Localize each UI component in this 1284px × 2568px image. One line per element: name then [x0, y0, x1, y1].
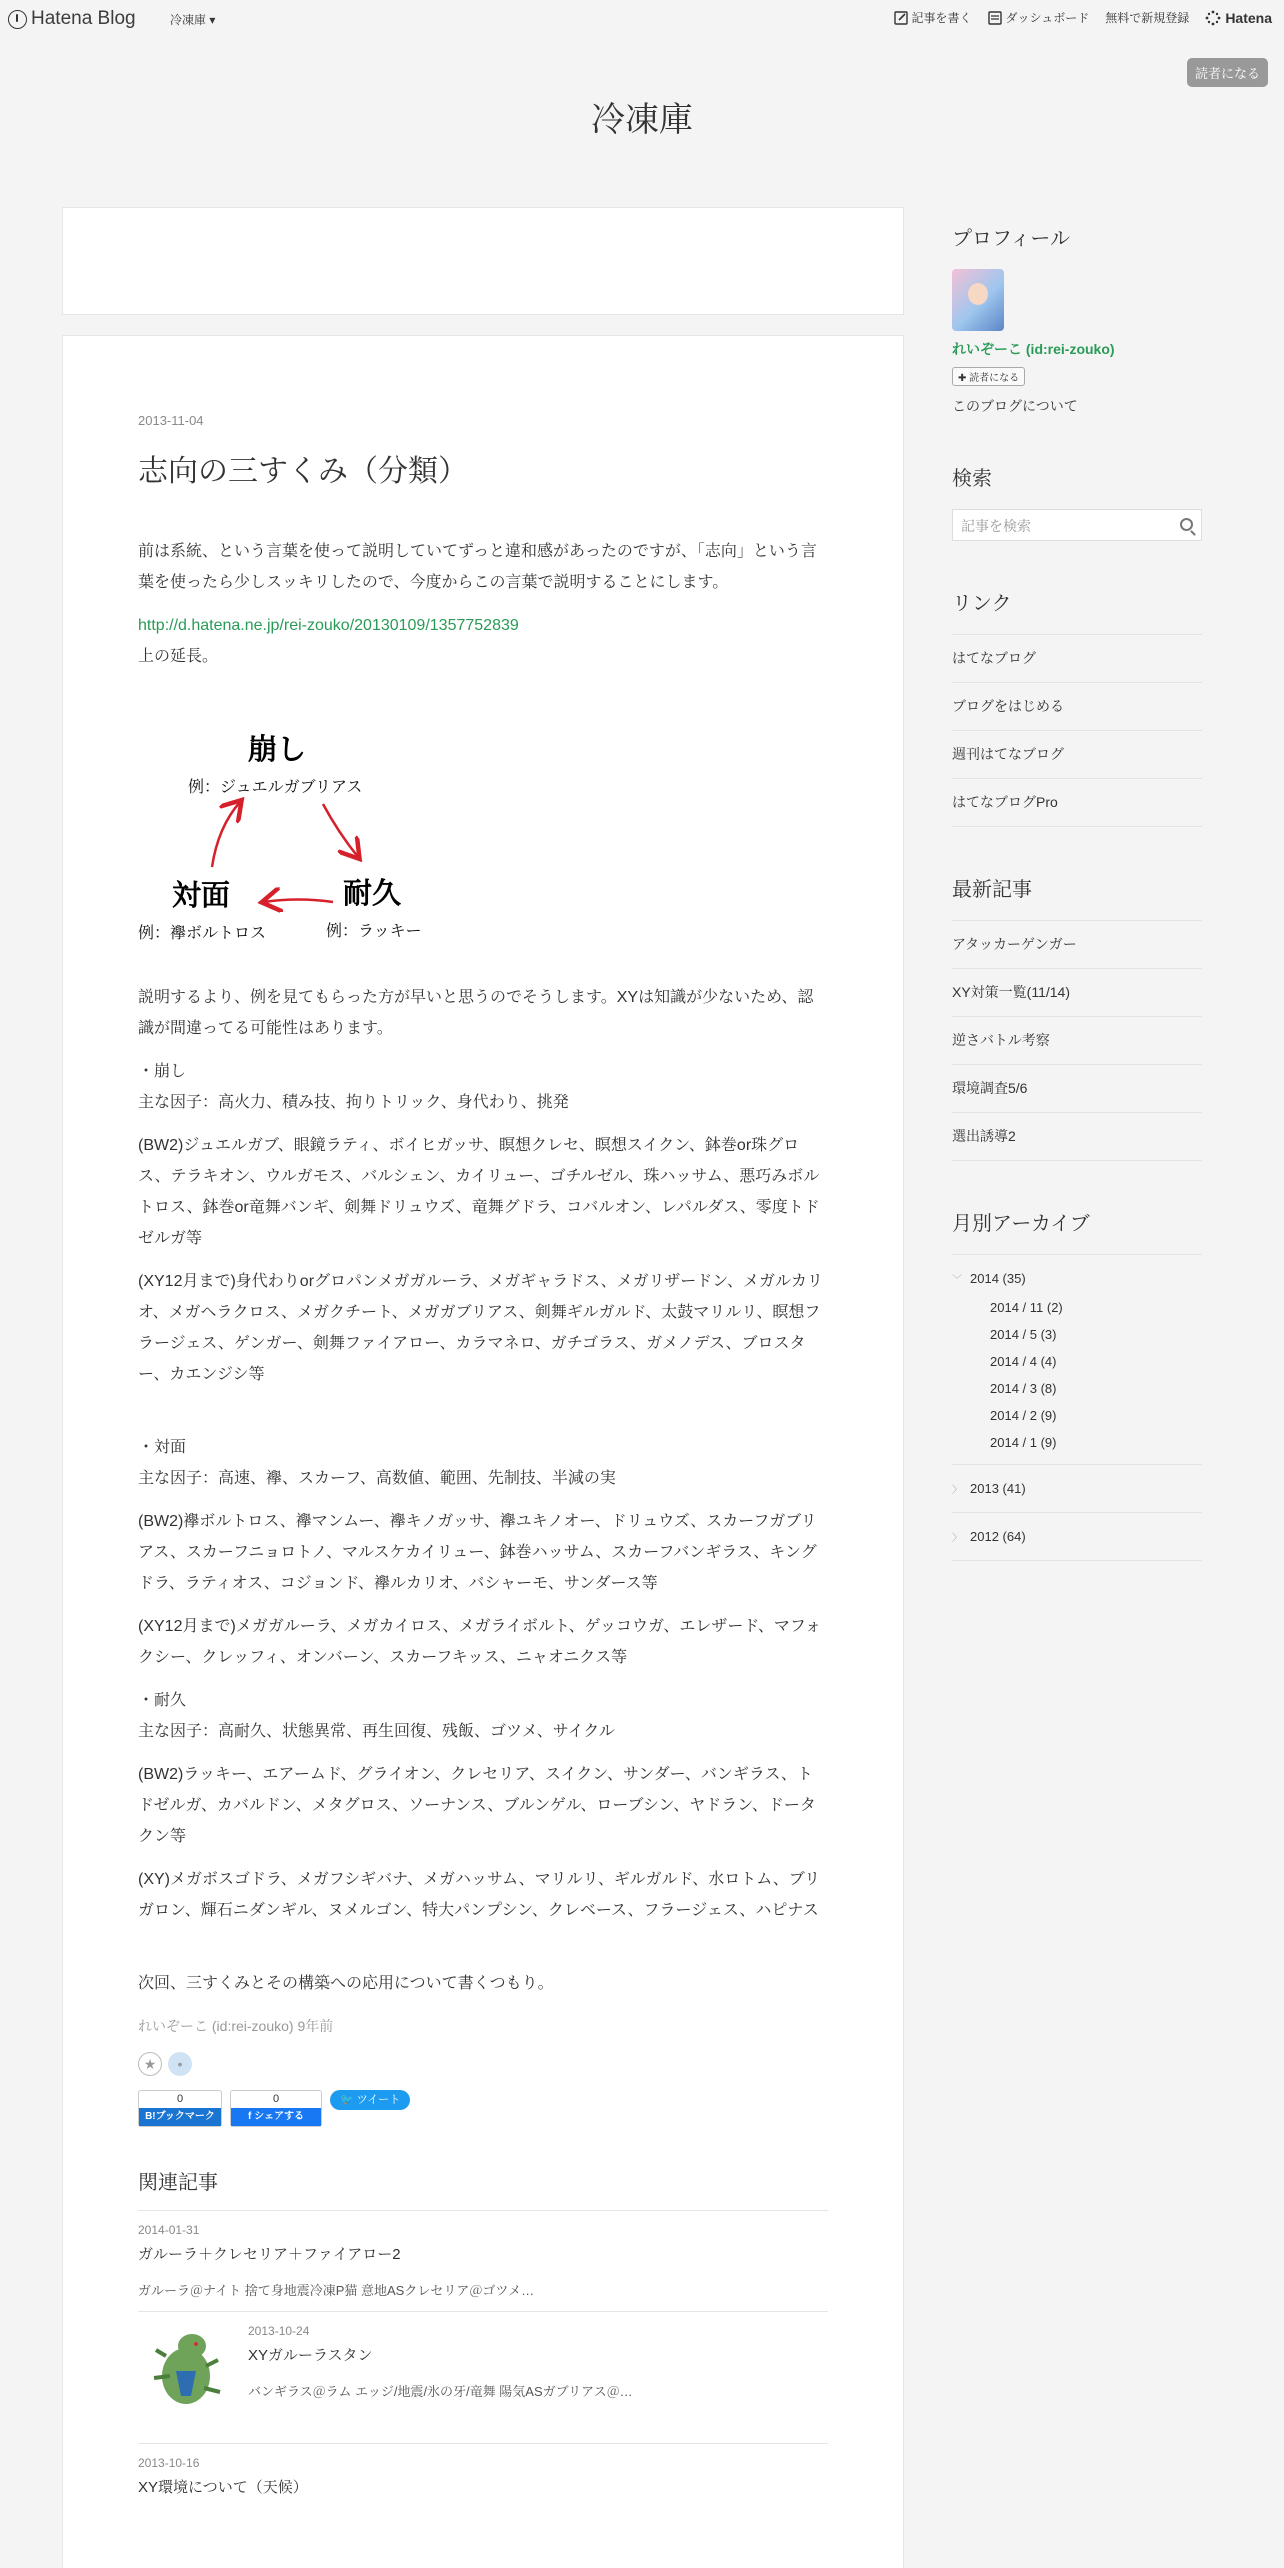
bookmark-count: 0 — [176, 2093, 184, 2105]
search-module — [952, 462, 1202, 541]
link-item[interactable]: はてなブログ — [952, 634, 1202, 682]
search-placeholder: 記事を検索 — [961, 518, 1031, 534]
chevron-down-icon[interactable]: ﹀ — [952, 1275, 962, 1286]
star-area — [138, 2052, 828, 2076]
arrow-left-to-top — [212, 802, 240, 867]
hatena-blog-logo[interactable] — [8, 8, 136, 30]
entry-author[interactable]: れいぞーこ (id:rei-zouko) 9年前 — [138, 2018, 334, 2034]
entry-title[interactable]: 志向の三すくみ（分類） — [138, 454, 468, 489]
section-taimen-head: ・対面 — [138, 1439, 187, 1456]
recent-item[interactable]: XY対策一覧(11/14) — [952, 968, 1202, 1016]
hatena-dots-icon — [1205, 10, 1221, 26]
fb-count: 0 — [272, 2093, 280, 2105]
search-icon[interactable] — [1180, 518, 1193, 531]
user-icon[interactable]: • — [168, 2052, 192, 2076]
archive-month[interactable]: 2014 / 11 (2) — [990, 1300, 1063, 1315]
blog-menu[interactable]: 冷凍庫 ▾ — [170, 13, 216, 27]
ad-area — [62, 207, 904, 315]
archive-year-2013[interactable]: 〉 2013 (41) — [952, 1481, 1026, 1496]
search-title: 検索 — [952, 466, 992, 490]
entry-intro: 前は系統、という言葉を使って説明していてずっと違和感があったのですが、「志向」という言葉を使ったら少しスッキリしたので、今度からこの言葉で説明することにします。 — [138, 543, 817, 591]
related-item[interactable]: 2013-10-16 XY環境について（天候） — [138, 2456, 308, 2496]
dashboard-link[interactable]: ダッシュボード — [988, 9, 1090, 26]
links-title: リンク — [952, 591, 1012, 615]
tyranitar-thumbnail[interactable] — [146, 2326, 228, 2412]
diagram-right-example: 例：ラッキー — [326, 923, 422, 940]
section-taikyu-bw: (BW2)ラッキー、エアームド、グライオン、クレセリア、スイクン、サンダー、バンギラス、トドゼルガ、カバルドン、メタグロス、ソーナンス、ブルンゲル、ローブシン、ヤドラン、ドータクン等 — [138, 1766, 816, 1845]
divider — [952, 1560, 1202, 1561]
section-taimen-bw: (BW2)襷ボルトロス、襷マンムー、襷キノガッサ、襷ユキノオー、ドリュウズ、スカーフガブリアス、スカーフニョロトノ、マルスケカイリュー、鉢巻ハッサム、スカーフバンギラス、キングドラ、ラティオス、コジョンド、襷ルカリオ、バシャーモ、サンダース等 — [138, 1513, 817, 1592]
related-entries — [138, 2167, 828, 2509]
section-kuzushi-head: ・崩し — [138, 1063, 187, 1080]
profile-name[interactable]: れいぞーこ (id:rei-zouko) — [952, 341, 1115, 357]
diagram-left-example: 例：襷ボルトロス — [138, 925, 267, 942]
link-item[interactable]: 週刊はてなブログ — [952, 730, 1202, 778]
section-taikyu-head: ・耐久 — [138, 1692, 187, 1709]
divider — [952, 1512, 1202, 1513]
facebook-share-button[interactable] — [230, 2090, 322, 2127]
search-input[interactable] — [952, 509, 1202, 541]
diagram-left-label: 対面 — [172, 878, 231, 912]
section-taikyu-factor: 主な因子：高耐久、状態異常、再生回復、残飯、ゴツメ、サイクル — [138, 1723, 615, 1740]
global-header — [0, 0, 1284, 38]
previous-entry-link[interactable]: http://d.hatena.ne.jp/rei-zouko/20130109/1357752839 — [138, 617, 519, 634]
link-item[interactable]: はてなブログPro — [952, 778, 1202, 827]
hatena-bookmark-button[interactable] — [138, 2090, 222, 2127]
section-taimen-xy: (XY12月まで)メガガルーラ、メガカイロス、メガライボルト、ゲッコウガ、エレザード、マフォクシー、クレッフィ、オンバーン、スカーフキッス、ニャオニクス等 — [138, 1618, 822, 1666]
signup-link[interactable]: 無料で新規登録 — [1105, 11, 1190, 25]
sidebar — [952, 222, 1202, 1607]
follow-button[interactable]: 読者になる — [1187, 58, 1268, 87]
profile-module — [952, 222, 1202, 416]
fb-label: f シェアする — [231, 2108, 321, 2126]
diagram-top-example: 例：ジュエルガブリアス — [188, 779, 363, 796]
logo-text: Hatena Blog — [31, 8, 136, 29]
arrow-top-to-right — [323, 804, 358, 857]
subscribe-button[interactable]: ✚ 読者になる — [952, 367, 1025, 386]
archive-month[interactable]: 2014 / 3 (8) — [990, 1381, 1057, 1396]
about-link[interactable]: このブログについて — [952, 398, 1078, 414]
hatena-brand[interactable]: Hatena — [1205, 10, 1272, 26]
avatar[interactable] — [952, 269, 1004, 331]
arrow-right-to-left — [264, 900, 333, 903]
recent-item[interactable]: アタッカーゲンガー — [952, 920, 1202, 968]
chevron-right-icon[interactable]: 〉 — [952, 1533, 962, 1544]
section-kuzushi-xy: (XY12月まで)身代わりorグロパンメガガルーラ、メガギャラドス、メガリザードン、メガルカリオ、メガヘラクロス、メガクチート、メガガブリアス、剣舞ギルガルド、太鼓マリルリ、瞑想フラージェス、ゲンガー、剣舞ファイアロー、カラマネロ、ガチゴラス、ガメノデス、ブロスター、カエンジシ等 — [138, 1273, 823, 1383]
profile-title: プロフィール — [952, 226, 1070, 250]
entry-date[interactable]: 2013-11-04 — [138, 413, 204, 428]
recent-list — [952, 920, 1202, 1161]
diagram-top-label: 崩し — [248, 732, 307, 766]
bookmark-label: B!ブックマーク — [139, 2108, 221, 2126]
spacer — [138, 1938, 828, 1968]
recent-module — [952, 873, 1202, 1161]
section-taikyu-xy: (XY)メガボスゴドラ、メガフシギバナ、メガハッサム、マリルリ、ギルガルド、水ロトム、ブリガロン、輝石ニダンギル、ヌメルゴン、特大パンプシン、クレベース、フラージェス、ハピナス — [138, 1871, 821, 1919]
links-module — [952, 587, 1202, 827]
archive-year-2012[interactable]: 〉 2012 (64) — [952, 1529, 1026, 1544]
archive-month[interactable]: 2014 / 4 (4) — [990, 1354, 1057, 1369]
section-taimen-factor: 主な因子：高速、襷、スカーフ、高数値、範囲、先制技、半減の実 — [138, 1470, 616, 1487]
share-buttons — [138, 2090, 828, 2127]
related-title: 関連記事 — [138, 2167, 828, 2211]
pencil-icon — [894, 11, 908, 25]
section-kuzushi-factor: 主な因子：高火力、積み技、拘りトリック、身代わり、挑発 — [138, 1094, 569, 1111]
archive-month[interactable]: 2014 / 2 (9) — [990, 1408, 1057, 1423]
blog-title[interactable]: 冷凍庫 — [591, 100, 693, 140]
entry-explain: 説明するより、例を見てもらった方が早いと思うのでそうします。XYは知識が少ないため、認識が間違ってる可能性はあります。 — [138, 989, 814, 1037]
link-item[interactable]: ブログをはじめる — [952, 682, 1202, 730]
related-item[interactable]: 2014-01-31 ガルーラ＋クレセリア＋ファイアロー2 ガルーラ＠ナイト 捨て身地震冷凍P猫 意地ASクレセリア＠ゴツメ… — [138, 2211, 828, 2312]
archive-month[interactable]: 2014 / 1 (9) — [990, 1435, 1057, 1450]
entry-outro: 次回、三すくみとその構築への応用について書くつもり。 — [138, 1975, 554, 1992]
archive-list — [952, 1254, 1202, 1561]
recent-title: 最新記事 — [952, 877, 1032, 901]
recent-item[interactable]: 環境調査5/6 — [952, 1064, 1202, 1112]
dashboard-icon — [988, 11, 1002, 25]
spacer — [138, 1402, 828, 1432]
divider — [952, 1464, 1202, 1465]
archive-year-2014[interactable]: ﹀ 2014 (35) — [952, 1271, 1026, 1286]
write-entry-link[interactable]: 記事を書く — [894, 9, 972, 26]
diagram-right-label: 耐久 — [343, 876, 402, 910]
tweet-button[interactable]: 🐦 ツイート — [330, 2090, 410, 2110]
add-star-icon[interactable]: ★ — [138, 2052, 162, 2076]
recent-item[interactable]: 逆さバトル考察 — [952, 1016, 1202, 1064]
section-kuzushi-bw: (BW2)ジュエルガブ、眼鏡ラティ、ボイヒガッサ、瞑想クレセ、瞑想スイクン、鉢巻or珠グロス、テラキオン、ウルガモス、バルシェン、カイリュー、ゴチルゼル、珠ハッサム、悪巧みボルトロス、鉢巻or竜舞バンギ、剣舞ドリュウズ、竜舞グドラ、コバルオン、レパルダス、零度トドゼルガ等 — [138, 1137, 820, 1247]
twitter-icon: 🐦 — [340, 2094, 357, 2106]
archive-month[interactable]: 2014 / 5 (3) — [990, 1327, 1057, 1342]
archive-title: 月別アーカイブ — [952, 1211, 1090, 1235]
recent-item[interactable]: 選出誘導2 — [952, 1112, 1202, 1161]
links-list — [952, 634, 1202, 827]
archive-module — [952, 1207, 1202, 1561]
chevron-right-icon[interactable]: 〉 — [952, 1485, 962, 1496]
entry-link-block — [138, 610, 828, 641]
related-item[interactable]: 2013-10-24 XYガルーラスタン バンギラス＠ラム エッジ/地震/氷の牙/竜舞 陽気ASガブリアス＠… — [138, 2312, 828, 2444]
divider — [952, 1254, 1202, 1255]
sansukumi-diagram — [138, 692, 458, 962]
entry-after-link: 上の延長。 — [138, 648, 219, 665]
entry — [138, 405, 828, 2509]
hatena-logo-icon — [8, 10, 27, 29]
